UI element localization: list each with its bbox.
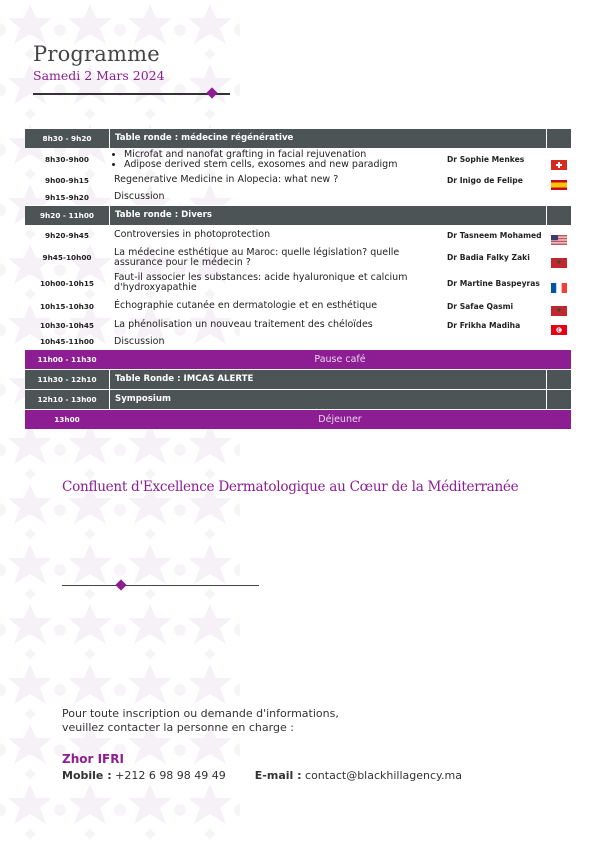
contact-details <box>62 769 462 782</box>
break-row <box>25 349 571 369</box>
time-cell: 9h15-9h20 <box>45 192 89 202</box>
time-cell: 8h30 - 9h20 <box>42 134 92 143</box>
speaker-name: Dr Martine Baspeyras <box>447 278 540 288</box>
session-title: Table Ronde : IMCAS ALERTE <box>109 370 546 389</box>
speaker-name: Dr Badia Falky Zaki <box>447 253 530 262</box>
talk-title <box>109 150 447 170</box>
talk-title: La médecine esthétique au Maroc: quelle législation? quelle assurance pour le médecin ? <box>114 246 400 268</box>
france-flag <box>551 278 567 288</box>
header-divider <box>33 93 230 95</box>
tagline: Confluent d'Excellence Dermatologique au Cœur de la Méditerranée <box>62 479 519 495</box>
session-end-cell <box>546 390 571 409</box>
break-label: Déjeuner <box>318 414 362 425</box>
talk-bullet-list <box>114 150 447 170</box>
time-cell: 8h30-9h00 <box>45 155 89 164</box>
talk-title: Regenerative Medicine in Alopecia: what new ? <box>114 174 339 185</box>
contact-intro <box>62 707 339 734</box>
schedule-row <box>25 316 571 334</box>
break-label: Pause café <box>314 354 366 365</box>
talk-title: Discussion <box>114 191 165 202</box>
session-header-row <box>25 128 571 148</box>
time-cell: 9h20-9h45 <box>45 230 89 240</box>
switzerland-flag <box>551 155 567 165</box>
talk-title: La phénolisation un nouveau traitement des chéloïdes <box>114 319 373 330</box>
flag-placeholder <box>551 337 567 347</box>
time-cell: 12h10 - 13h00 <box>37 395 97 404</box>
schedule-row <box>25 270 571 296</box>
mobile-label: Mobile : <box>62 769 112 782</box>
event-date: Samedi 2 Mars 2024 <box>33 68 165 83</box>
talk-title: Échographie cutanée en dermatologie et en esthétique <box>114 300 378 311</box>
time-cell: 11h00 - 11h30 <box>37 355 97 364</box>
time-cell: 10h45-11h00 <box>39 337 95 346</box>
break-row <box>25 409 571 429</box>
flag-placeholder <box>551 192 567 202</box>
contact-intro-line1: Pour toute inscription ou demande d'informations, <box>62 707 339 720</box>
session-title: Table ronde : médecine régénérative <box>109 129 546 148</box>
talk-title: Discussion <box>114 335 165 347</box>
schedule-table <box>25 128 571 429</box>
time-cell: 13h00 <box>54 415 80 424</box>
contact-name: Zhor IFRI <box>62 752 124 766</box>
mobile-number[interactable]: +212 6 98 98 49 49 <box>115 769 226 782</box>
usa-flag <box>551 230 567 240</box>
speaker-name: Dr Tasneem Mohamed <box>447 230 542 240</box>
time-cell: 9h20 - 11h00 <box>39 211 95 220</box>
time-cell: 10h00-10h15 <box>39 278 95 288</box>
tunisia-flag <box>551 320 567 330</box>
time-cell: 10h15-10h30 <box>39 301 95 311</box>
time-cell: 9h00-9h15 <box>45 175 89 185</box>
speaker-name: Dr Safae Qasmi <box>447 301 514 311</box>
speaker-name: Dr Sophie Menkes <box>447 155 525 164</box>
schedule-row <box>25 334 571 349</box>
talk-bullet: • Microfat and nanofat grafting in facial rejuvenation <box>124 150 447 160</box>
session-end-cell <box>546 206 571 225</box>
talk-title: Controversies in photoprotection <box>114 229 271 240</box>
spain-flag <box>551 175 567 185</box>
schedule-row <box>25 171 571 189</box>
morocco-flag <box>551 301 567 311</box>
morocco-flag <box>551 253 567 263</box>
mid-divider <box>62 585 259 586</box>
talk-bullet: • Adipose derived stem cells, exosomes and new paradigm <box>124 160 447 170</box>
schedule-row <box>25 245 571 270</box>
email-label: E-mail : <box>254 769 302 782</box>
speaker-name: Dr Inigo de Felipe <box>447 175 523 185</box>
talk-title: Faut-il associer les substances: acide hyaluronique et calcium d'hydroxyapathie <box>114 272 408 293</box>
time-cell: 10h30-10h45 <box>39 320 95 330</box>
session-title: Table ronde : Divers <box>109 206 546 225</box>
email-link[interactable]: contact@blackhillagency.ma <box>305 769 462 782</box>
session-header-row <box>25 369 571 389</box>
speaker-name: Dr Frikha Madiha <box>447 320 521 330</box>
session-header-row <box>25 389 571 409</box>
session-header-row <box>25 205 571 225</box>
schedule-row <box>25 189 571 205</box>
session-end-cell <box>546 370 571 389</box>
session-title: Symposium <box>109 390 546 409</box>
session-end-cell <box>546 129 571 148</box>
page-title: Programme <box>33 42 160 66</box>
schedule-row <box>25 148 571 171</box>
schedule-row <box>25 225 571 245</box>
time-cell: 11h30 - 12h10 <box>37 375 97 384</box>
schedule-row <box>25 296 571 316</box>
contact-intro-line2: veuillez contacter la personne en charge : <box>62 720 294 734</box>
time-cell: 9h45-10h00 <box>42 253 92 262</box>
